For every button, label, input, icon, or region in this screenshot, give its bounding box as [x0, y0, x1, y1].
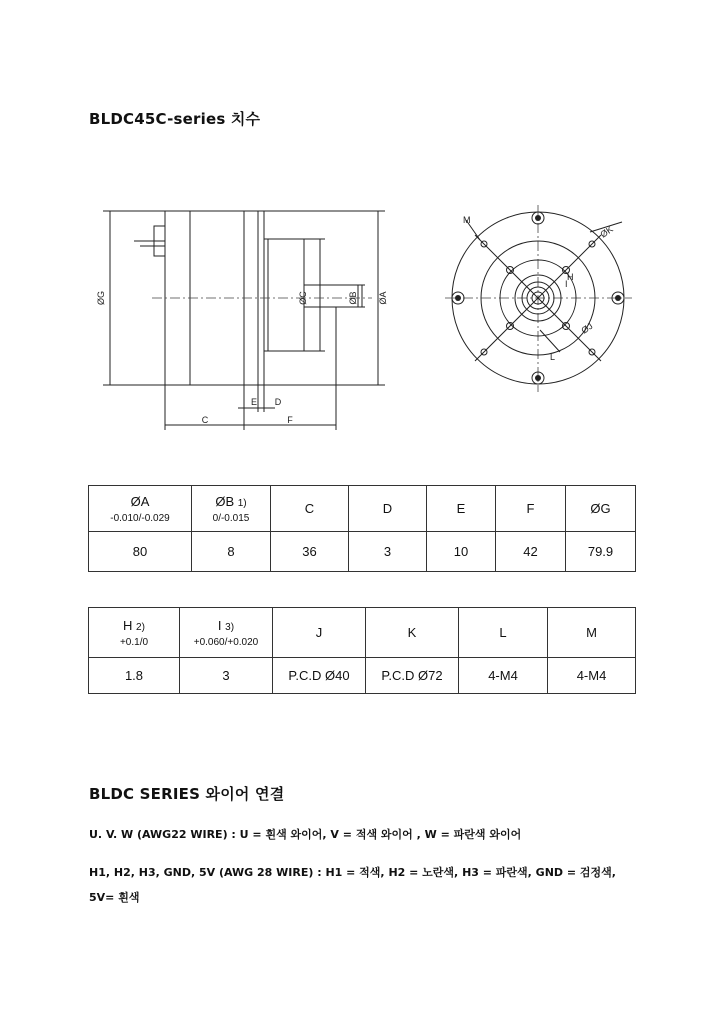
value-b: 8: [192, 532, 271, 572]
dimension-table-2: [88, 607, 636, 694]
header-k: K: [366, 608, 459, 658]
label-k: ØK: [598, 223, 615, 240]
value-f: 42: [496, 532, 566, 572]
label-e: E: [250, 397, 258, 407]
header-m: M: [548, 608, 636, 658]
value-a: 80: [89, 532, 192, 572]
value-m: 4-M4: [548, 658, 636, 694]
value-e: 10: [427, 532, 496, 572]
label-d: D: [274, 397, 282, 407]
value-g: 79.9: [566, 532, 636, 572]
label-g: ØG: [96, 290, 106, 306]
header-c: C: [271, 486, 349, 532]
value-j: P.C.D Ø40: [273, 658, 366, 694]
value-h: 1.8: [89, 658, 180, 694]
header-d: D: [349, 486, 427, 532]
label-c-dim: ØC: [298, 291, 308, 305]
label-b: ØB: [348, 291, 358, 305]
wiring-line-5v: 5V= 흰색: [89, 891, 140, 904]
label-i: I: [565, 279, 568, 289]
header-b: ØB 1) 0/-0.015: [192, 486, 271, 532]
label-h: H: [567, 272, 574, 282]
header-h: H 2) +0.1/0: [89, 608, 180, 658]
label-l: L: [550, 352, 556, 362]
dimensions-title: BLDC45C-series 치수: [89, 110, 261, 128]
label-a: ØA: [378, 291, 388, 305]
header-a: ØA -0.010/-0.029: [89, 486, 192, 532]
motor-dimension-drawing: [0, 190, 724, 440]
motor-body: [190, 211, 244, 385]
value-c: 36: [271, 532, 349, 572]
header-i: I 3) +0.060/+0.020: [180, 608, 273, 658]
header-e: E: [427, 486, 496, 532]
header-j: J: [273, 608, 366, 658]
value-i: 3: [180, 658, 273, 694]
value-d: 3: [349, 532, 427, 572]
label-m: M: [463, 215, 471, 225]
dimension-table-1: [88, 485, 636, 572]
value-l: 4-M4: [459, 658, 548, 694]
header-f: F: [496, 486, 566, 532]
wiring-line-hall: H1, H2, H3, GND, 5V (AWG 28 WIRE) : H1 = 적색, H2 = 노란색, H3 = 파란색, GND = 검정색,: [89, 866, 616, 879]
label-c: C: [201, 415, 209, 425]
label-j: ØJ: [579, 320, 595, 336]
label-f: F: [287, 415, 293, 425]
header-l: L: [459, 608, 548, 658]
wiring-line-uvw: U. V. W (AWG22 WIRE) : U = 흰색 와이어, V = 적색 와이어 , W = 파란색 와이어: [89, 828, 522, 841]
wiring-title: BLDC SERIES 와이어 연결: [89, 785, 285, 803]
header-g: ØG: [566, 486, 636, 532]
value-k: P.C.D Ø72: [366, 658, 459, 694]
